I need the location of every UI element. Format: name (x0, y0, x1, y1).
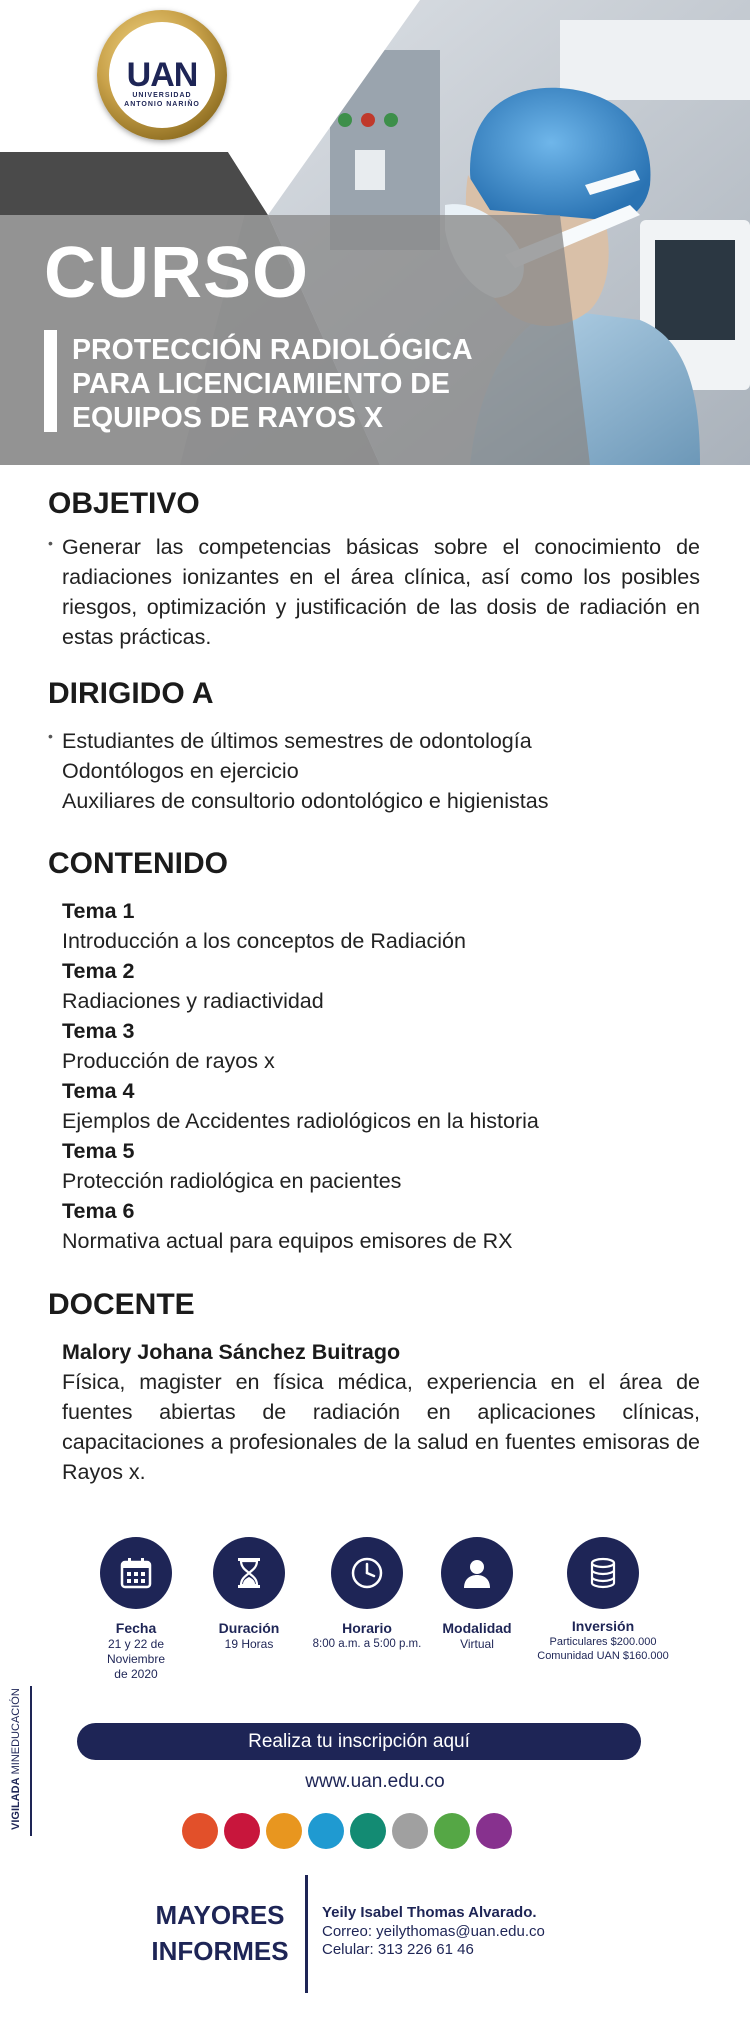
vigilada-divider (30, 1686, 32, 1836)
color-dot-3 (266, 1813, 302, 1849)
modalidad-circle (441, 1537, 513, 1609)
duracion-value: 19 Horas (224, 1637, 274, 1651)
dirigido-item-2: Odontólogos en ejercicio (62, 759, 299, 783)
color-dot-4 (308, 1813, 344, 1849)
hourglass-icon (231, 1555, 267, 1591)
fecha-line-3: de 2020 (114, 1667, 158, 1681)
tema-1-label: Tema 1 (62, 899, 135, 923)
objetivo-bullet: • (48, 535, 53, 551)
color-dot-8 (476, 1813, 512, 1849)
color-dot-5 (350, 1813, 386, 1849)
dirigido-bullet: • (48, 728, 53, 744)
docente-bio: Física, magister en física médica, experiencia en el área de fuentes abiertas de radiación en aplicaciones clínicas, capacitaciones a profesionales de la salud en fuentes emisoras de Rayos x. (62, 1370, 700, 1484)
dirigido-item-1: Estudiantes de últimos semestres de odontología (62, 729, 532, 753)
tema-6-label: Tema 6 (62, 1199, 135, 1223)
tema-2-desc: Radiaciones y radiactividad (62, 989, 324, 1013)
contact-name: Yeily Isabel Thomas Alvarado. (322, 1904, 537, 1921)
contact-divider (305, 1875, 308, 1993)
course-title-line-2: PARA LICENCIAMIENTO DE (72, 368, 450, 400)
fecha-value (86, 1637, 186, 1682)
logo-line-2: ANTONIO NARIÑO (124, 101, 200, 108)
docente-name: Malory Johana Sánchez Buitrago (62, 1340, 401, 1364)
color-dot-6 (392, 1813, 428, 1849)
inscripcion-button[interactable]: Realiza tu inscripción aquí (77, 1723, 641, 1760)
color-dot-2 (224, 1813, 260, 1849)
calendar-icon (118, 1555, 154, 1591)
tema-2-label: Tema 2 (62, 959, 135, 983)
course-title-line-3: EQUIPOS DE RAYOS X (72, 402, 383, 434)
inversion-label: Inversión (571, 1618, 635, 1634)
dirigido-heading: DIRIGIDO A (48, 677, 214, 710)
mayores-informes (150, 1897, 290, 1969)
docente-heading: DOCENTE (48, 1288, 195, 1321)
color-dot-7 (434, 1813, 470, 1849)
mayores-line-1: MAYORES (155, 1900, 285, 1930)
horario-circle (331, 1537, 403, 1609)
logo-line-1: UNIVERSIDAD (132, 92, 192, 99)
mayores-line-2: INFORMES (151, 1936, 289, 1966)
title-accent-bar (44, 330, 57, 432)
hero-banner (0, 0, 750, 465)
fecha-line-1: 21 y 22 de (107, 1637, 165, 1651)
dirigido-item-3: Auxiliares de consultorio odontológico e higienistas (62, 789, 549, 813)
fecha-label: Fecha (115, 1620, 157, 1636)
horario-value: 8:00 a.m. a 5:00 p.m. (312, 1638, 422, 1650)
tema-6-desc: Normativa actual para equipos emisores de RX (62, 1229, 513, 1253)
course-label: CURSO (44, 233, 310, 313)
contenido-heading: CONTENIDO (48, 847, 228, 880)
tema-4-desc: Ejemplos de Accidentes radiológicos en la historia (62, 1109, 539, 1133)
duracion-circle (213, 1537, 285, 1609)
course-title (72, 333, 502, 435)
tema-4-label: Tema 4 (62, 1079, 135, 1103)
tema-3-label: Tema 3 (62, 1019, 135, 1043)
vigilada-bold: VIGILADA (10, 1777, 22, 1830)
tema-5-label: Tema 5 (62, 1139, 135, 1163)
tema-1-desc: Introducción a los conceptos de Radiación (62, 929, 466, 953)
fecha-circle (100, 1537, 172, 1609)
objetivo-text: Generar las competencias básicas sobre el conocimiento de radiaciones ionizantes en el área clínica, así como los posibles riesgos, optimización y justificación de las dosis de radiación en estas prácticas. (62, 535, 700, 649)
user-icon (459, 1555, 495, 1591)
inversion-line-1: Particulares $200.000 (549, 1636, 657, 1648)
inversion-circle (567, 1537, 639, 1609)
modalidad-label: Modalidad (442, 1620, 512, 1636)
color-dot-1 (182, 1813, 218, 1849)
fecha-line-2: Noviembre (106, 1652, 166, 1666)
objetivo-heading: OBJETIVO (48, 487, 200, 520)
horario-label: Horario (342, 1620, 392, 1636)
coins-icon (585, 1555, 621, 1591)
inversion-value (518, 1635, 688, 1663)
inversion-line-2: Comunidad UAN $160.000 (537, 1650, 669, 1662)
clock-icon (349, 1555, 385, 1591)
logo-brand: UAN (126, 56, 198, 94)
uan-logo (97, 10, 227, 140)
vigilada-rest: MINEDUCACIÓN (10, 1688, 22, 1778)
duracion-label: Duración (218, 1620, 280, 1636)
tema-3-desc: Producción de rayos x (62, 1049, 275, 1073)
website-link[interactable]: www.uan.edu.co (305, 1771, 445, 1792)
contact-email[interactable]: Correo: yeilythomas@uan.edu.co (322, 1923, 545, 1940)
logo-inner (109, 22, 215, 128)
contact-phone: Celular: 313 226 61 46 (322, 1941, 474, 1958)
tema-5-desc: Protección radiológica en pacientes (62, 1169, 402, 1193)
modalidad-value: Virtual (460, 1637, 494, 1651)
course-title-line-1: PROTECCIÓN RADIOLÓGICA (72, 334, 473, 366)
